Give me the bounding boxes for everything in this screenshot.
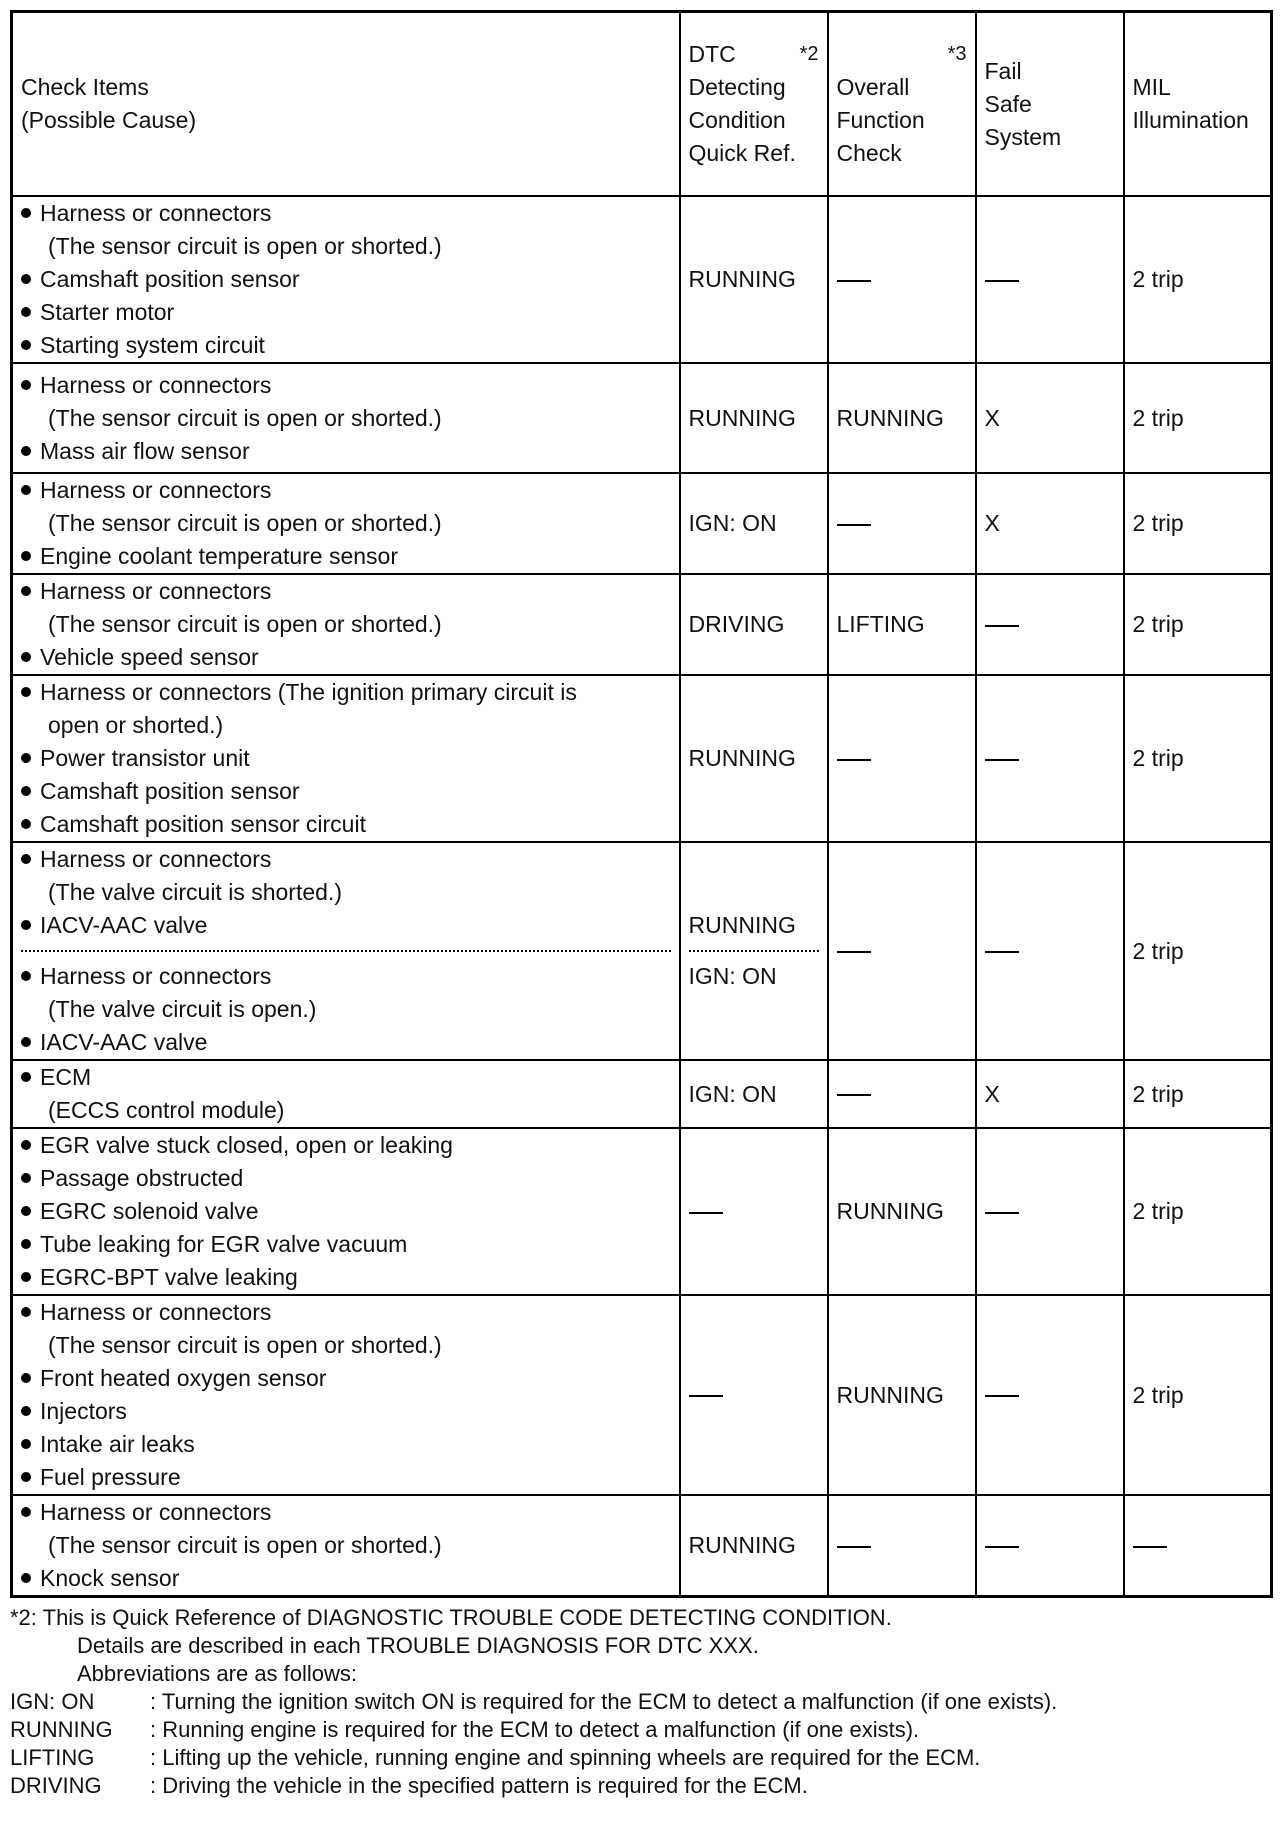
cause-cell: [12, 1128, 680, 1295]
cause-line: [21, 808, 671, 841]
bullet-icon: [21, 1373, 31, 1383]
overall-cell: [828, 1495, 976, 1597]
cause-text: IACV-AAC valve: [40, 912, 208, 938]
header-dtc-condition: [680, 12, 828, 197]
dtc-cell: DRIVING: [680, 574, 828, 675]
mil-cell-text: 2 trip: [1132, 1381, 1184, 1408]
cause-cell: [12, 1495, 680, 1597]
footnotes: [10, 1604, 1270, 1800]
cause-text: Mass air flow sensor: [40, 437, 250, 464]
cause-text: EGRC-BPT valve leaking: [40, 1264, 298, 1290]
table-row: [12, 1128, 1272, 1295]
header-text: MIL: [1132, 74, 1171, 100]
mil-cell: [1124, 363, 1272, 473]
overall-cell-text: RUNNING: [836, 1198, 944, 1224]
header-text: (Possible Cause): [21, 107, 197, 133]
cause-text: Harness or connectors: [40, 846, 272, 872]
bullet-icon: [21, 1307, 31, 1317]
mil-cell: [1124, 675, 1272, 842]
cause-cell: [12, 842, 680, 1060]
mil-cell-text: 2 trip: [1132, 611, 1184, 637]
overall-cell: [828, 1295, 976, 1495]
overall-cell-text: LIFTING: [836, 611, 925, 637]
dash-icon: [985, 1395, 1019, 1397]
bullet-icon: [21, 687, 31, 697]
bullet-icon: [21, 208, 31, 218]
cause-text: Starter motor: [40, 299, 175, 325]
cause-cell: [12, 196, 680, 363]
failsafe-cell: [976, 473, 1124, 574]
cause-line: [21, 1362, 671, 1395]
cause-line: [21, 608, 671, 641]
failsafe-cell: [976, 1060, 1124, 1128]
table-header-row: [12, 12, 1272, 197]
cause-text: Tube leaking for EGR valve vacuum: [40, 1231, 408, 1257]
cause-text: (The sensor circuit is open or shorted.): [48, 404, 442, 431]
footnote-2: *2: This is Quick Reference of DIAGNOSTIC TROUBLE CODE DETECTING CONDITION.: [10, 1605, 892, 1630]
cause-cell: [12, 675, 680, 842]
bullet-icon: [21, 1140, 31, 1150]
cause-line: [21, 876, 671, 909]
cause-line: [21, 1461, 671, 1494]
table-row: [12, 1295, 1272, 1495]
diagnosis-table: [10, 10, 1273, 1598]
cause-text: Camshaft position sensor: [40, 266, 300, 292]
cause-cell: [12, 1060, 680, 1128]
cause-text: Harness or connectors: [40, 1499, 272, 1525]
footnote-ref: *2: [799, 43, 819, 65]
cause-line: [21, 709, 671, 742]
cause-line: [21, 540, 671, 573]
abbreviation-row: [10, 1688, 1270, 1716]
dotted-divider: [689, 950, 819, 952]
cause-text: IACV-AAC valve: [40, 1029, 208, 1055]
abbreviation-key: RUNNING: [10, 1717, 113, 1742]
cause-line: [21, 1261, 671, 1294]
cause-text: (The sensor circuit is open or shorted.): [48, 510, 442, 536]
mil-cell-text: 2 trip: [1132, 1080, 1184, 1107]
bullet-icon: [21, 1472, 31, 1482]
cause-text: Harness or connectors: [40, 578, 272, 604]
header-check-items: [12, 12, 680, 197]
dash-icon: [985, 1212, 1019, 1214]
abbreviation-row: [10, 1744, 1270, 1772]
mil-cell-text: 2 trip: [1132, 266, 1184, 292]
abbreviation-key: IGN: ON: [10, 1689, 95, 1714]
cause-line: [21, 1329, 671, 1362]
bullet-icon: [21, 1272, 31, 1282]
cause-text: (ECCS control module): [48, 1097, 285, 1123]
header-fail-safe: [976, 12, 1124, 197]
footnote-detail: Details are described in each TROUBLE DIAGNOSIS FOR DTC XXX.: [77, 1633, 759, 1658]
cause-text: Vehicle speed sensor: [40, 644, 259, 670]
mil-cell: [1124, 1295, 1272, 1495]
bullet-icon: [21, 1206, 31, 1216]
abbreviation-key: DRIVING: [10, 1773, 102, 1798]
cause-line: [21, 263, 671, 296]
bullet-icon: [21, 586, 31, 596]
failsafe-cell: [976, 196, 1124, 363]
table-row: [12, 574, 1272, 675]
bullet-icon: [21, 971, 31, 981]
dtc-cell: RUNNING: [680, 363, 828, 473]
cause-text: open or shorted.): [48, 712, 224, 738]
overall-cell: [828, 1128, 976, 1295]
cause-line: [21, 993, 671, 1026]
header-text: Detecting: [688, 74, 786, 100]
bullet-icon: [21, 1406, 31, 1416]
cause-line: [21, 1395, 671, 1428]
dash-icon: [985, 280, 1019, 282]
cause-text: Camshaft position sensor: [40, 778, 300, 804]
header-text: DTC: [688, 41, 736, 67]
cause-line: [21, 296, 671, 329]
cause-line: [21, 1529, 671, 1562]
dtc-cell: IGN: ON: [680, 1060, 828, 1128]
header-text: Fail: [984, 57, 1022, 84]
cause-text: EGRC solenoid valve: [40, 1198, 259, 1224]
cause-line: [21, 1428, 671, 1461]
dash-icon: [689, 1395, 723, 1397]
bullet-icon: [21, 1173, 31, 1183]
cause-line: [21, 742, 671, 775]
dtc-cell: RUNNING: [680, 675, 828, 842]
failsafe-cell: [976, 1295, 1124, 1495]
overall-cell: [828, 842, 976, 1060]
cause-cell: [12, 1295, 680, 1495]
cause-line: [21, 230, 671, 263]
header-text: Quick Ref.: [688, 140, 796, 166]
cause-text: ECM: [40, 1064, 92, 1090]
cause-text: Engine coolant temperature sensor: [40, 543, 398, 569]
dtc-cell: [680, 842, 828, 1060]
abbreviation-desc: : Running engine is required for the ECM to detect a malfunction (if one exists).: [150, 1717, 920, 1742]
dash-icon: [985, 625, 1019, 627]
cause-line: [21, 1129, 671, 1162]
failsafe-cell: [976, 675, 1124, 842]
bullet-icon: [21, 1239, 31, 1249]
bullet-icon: [21, 446, 31, 456]
cause-line: [21, 1562, 671, 1595]
dash-icon: [837, 1546, 871, 1548]
abbreviation-row: [10, 1716, 1270, 1744]
header-text: Check Items: [21, 74, 149, 100]
failsafe-cell: [976, 1128, 1124, 1295]
cause-text: Starting system circuit: [40, 332, 265, 358]
bullet-icon: [21, 380, 31, 390]
mil-cell: [1124, 1128, 1272, 1295]
document-page: [10, 10, 1270, 1800]
cause-text: Fuel pressure: [40, 1464, 181, 1490]
bullet-icon: [21, 1507, 31, 1517]
cause-cell: [12, 473, 680, 574]
overall-cell-text: RUNNING: [836, 404, 944, 431]
cause-line: [21, 474, 671, 507]
bullet-icon: [21, 1573, 31, 1583]
cause-line: [21, 197, 671, 230]
cause-text: (The valve circuit is shorted.): [48, 879, 342, 905]
mil-cell-text: 2 trip: [1132, 510, 1184, 536]
cause-line: [21, 676, 671, 709]
header-text: Condition: [688, 107, 786, 133]
cause-line: [21, 402, 671, 435]
bullet-icon: [21, 551, 31, 561]
mil-cell: [1124, 574, 1272, 675]
cause-text: Knock sensor: [40, 1565, 180, 1591]
cause-text: Harness or connectors (The ignition primary circuit is: [40, 679, 577, 705]
mil-cell-text: 2 trip: [1132, 404, 1184, 431]
bullet-icon: [21, 819, 31, 829]
cause-text: EGR valve stuck closed, open or leaking: [40, 1132, 453, 1158]
abbreviation-row: [10, 1772, 1270, 1800]
cause-line: [21, 507, 671, 540]
dtc-cell: RUNNING: [680, 1495, 828, 1597]
dash-icon: [985, 759, 1019, 761]
mil-cell-text: 2 trip: [1132, 937, 1184, 964]
table-row: [12, 1060, 1272, 1128]
bullet-icon: [21, 485, 31, 495]
footnote-abbr-intro: Abbreviations are as follows:: [77, 1661, 358, 1686]
cause-text: (The sensor circuit is open or shorted.): [48, 1532, 442, 1558]
header-text: System: [984, 123, 1062, 150]
overall-cell: [828, 574, 976, 675]
bullet-icon: [21, 274, 31, 284]
failsafe-cell: [976, 363, 1124, 473]
cause-text: Harness or connectors: [40, 1299, 272, 1325]
dash-icon: [985, 951, 1019, 953]
cause-text: Injectors: [40, 1398, 127, 1424]
cause-line: [21, 575, 671, 608]
failsafe-cell: [976, 842, 1124, 1060]
cause-text: Harness or connectors: [40, 200, 272, 226]
table-row: [12, 1495, 1272, 1597]
overall-cell-text: RUNNING: [836, 1381, 944, 1408]
header-text: Illumination: [1132, 107, 1249, 133]
cause-text: (The sensor circuit is open or shorted.): [48, 611, 442, 637]
mil-cell: [1124, 1495, 1272, 1597]
cause-line: [21, 435, 671, 468]
mil-cell: [1124, 1060, 1272, 1128]
failsafe-cell-text: X: [984, 1080, 1000, 1107]
cause-text: (The valve circuit is open.): [48, 996, 317, 1022]
cause-line: [21, 960, 671, 993]
abbreviation-desc: : Turning the ignition switch ON is required for the ECM to detect a malfunction (if one exists).: [150, 1689, 1058, 1714]
bullet-icon: [21, 1439, 31, 1449]
dash-icon: [1133, 1546, 1167, 1548]
table-row: [12, 675, 1272, 842]
bullet-icon: [21, 340, 31, 350]
bullet-icon: [21, 920, 31, 930]
dash-icon: [985, 1546, 1019, 1548]
dtc-cell: RUNNING: [680, 196, 828, 363]
cause-line: [21, 641, 671, 674]
mil-cell-text: 2 trip: [1132, 1198, 1184, 1224]
failsafe-cell: [976, 574, 1124, 675]
cause-text: Intake air leaks: [40, 1431, 195, 1457]
header-text: Overall: [836, 74, 910, 100]
header-text: Check: [836, 140, 902, 166]
bullet-icon: [21, 1037, 31, 1047]
cause-text: Passage obstructed: [40, 1165, 244, 1191]
overall-cell: [828, 675, 976, 842]
overall-cell: [828, 1060, 976, 1128]
cause-text: Power transistor unit: [40, 745, 250, 771]
cause-text: Front heated oxygen sensor: [40, 1365, 327, 1391]
cause-cell: [12, 363, 680, 473]
cause-line: [21, 1296, 671, 1329]
overall-cell: [828, 196, 976, 363]
dash-icon: [837, 524, 871, 526]
mil-cell: [1124, 473, 1272, 574]
dotted-divider: [21, 950, 671, 952]
bullet-icon: [21, 652, 31, 662]
bullet-icon: [21, 854, 31, 864]
abbreviation-desc: : Lifting up the vehicle, running engine and spinning wheels are required for the ECM.: [150, 1745, 981, 1770]
bullet-icon: [21, 307, 31, 317]
dtc-cell: [680, 1128, 828, 1295]
cause-line: [21, 1228, 671, 1261]
dash-icon: [837, 951, 871, 953]
cause-line: [21, 843, 671, 876]
footnote-ref: *3: [947, 43, 967, 65]
failsafe-cell: [976, 1495, 1124, 1597]
table-row: [12, 196, 1272, 363]
dtc-cell: [680, 1295, 828, 1495]
dash-icon: [837, 280, 871, 282]
cause-line: [21, 1162, 671, 1195]
cause-text: Camshaft position sensor circuit: [40, 811, 366, 837]
mil-cell-text: 2 trip: [1132, 745, 1184, 771]
cause-line: [21, 775, 671, 808]
cause-line: [21, 1026, 671, 1059]
dash-icon: [837, 759, 871, 761]
table-row: [12, 473, 1272, 574]
dtc-text: RUNNING: [688, 912, 796, 938]
header-mil-illumination: [1124, 12, 1272, 197]
cause-line: [21, 909, 671, 942]
failsafe-cell-text: X: [984, 404, 1000, 431]
bullet-icon: [21, 786, 31, 796]
cause-text: (The sensor circuit is open or shorted.): [48, 233, 442, 259]
cause-line: [21, 329, 671, 362]
cause-text: Harness or connectors: [40, 963, 272, 989]
header-overall-function: [828, 12, 976, 197]
dash-icon: [837, 1094, 871, 1096]
abbreviation-key: LIFTING: [10, 1745, 95, 1770]
mil-cell: [1124, 196, 1272, 363]
cause-line: [21, 1195, 671, 1228]
cause-cell: [12, 574, 680, 675]
failsafe-cell-text: X: [984, 510, 1000, 536]
bullet-icon: [21, 753, 31, 763]
overall-cell: [828, 363, 976, 473]
cause-line: [21, 1061, 671, 1094]
table-row: [12, 363, 1272, 473]
dtc-cell: IGN: ON: [680, 473, 828, 574]
cause-text: (The sensor circuit is open or shorted.): [48, 1332, 442, 1358]
cause-line: [21, 1094, 671, 1127]
header-text: Function: [836, 107, 925, 133]
mil-cell: [1124, 842, 1272, 1060]
cause-line: [21, 369, 671, 402]
dtc-text: IGN: ON: [688, 963, 777, 989]
abbreviation-desc: : Driving the vehicle in the specified pattern is required for the ECM.: [150, 1773, 808, 1798]
cause-text: Harness or connectors: [40, 371, 272, 398]
header-text: Safe: [984, 90, 1032, 117]
overall-cell: [828, 473, 976, 574]
dash-icon: [689, 1212, 723, 1214]
table-row: [12, 842, 1272, 1060]
bullet-icon: [21, 1072, 31, 1082]
cause-line: [21, 1496, 671, 1529]
cause-text: Harness or connectors: [40, 477, 272, 503]
